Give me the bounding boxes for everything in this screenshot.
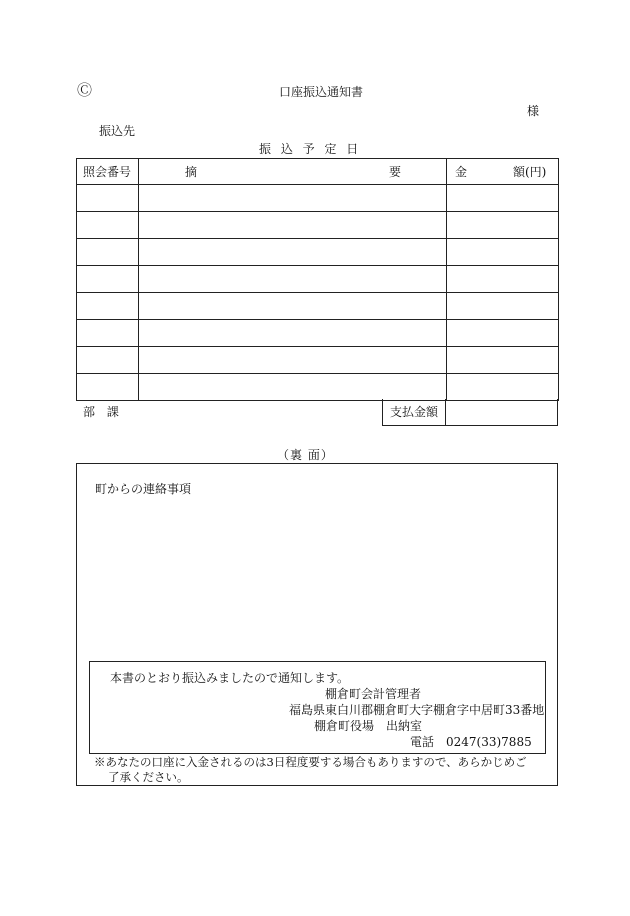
accounting-manager: 棚倉町会計管理者 — [325, 687, 422, 701]
payment-amount-label: 支払金額 — [390, 405, 439, 419]
footnote-line-1: ※あなたの口座に入金されるのは3日程度要する場合もありますので、あらかじめご — [94, 755, 527, 769]
scheduled-date-label: 振 込 予 定 日 — [259, 142, 362, 156]
office-name: 棚倉町役場 出納室 — [314, 719, 423, 733]
header-amount-right: 額(円) — [513, 165, 547, 179]
office-address: 福島県東白川郡棚倉町大字棚倉字中居町33番地 — [289, 703, 545, 717]
office-phone: 電話 0247(33)7885 — [410, 735, 532, 749]
table-row — [77, 293, 559, 320]
header-reference-number: 照会番号 — [77, 159, 139, 185]
table-row — [77, 347, 559, 374]
header-amount — [447, 159, 559, 185]
header-description — [139, 159, 447, 185]
notification-box — [89, 661, 546, 754]
copyright-mark: Ⓒ — [77, 81, 93, 99]
notification-message: 本書のとおり振込みましたので通知します。 — [110, 671, 350, 685]
department-label: 部 課 — [83, 405, 119, 419]
table-header-row — [77, 159, 559, 185]
back-side-label: （裏 面） — [277, 448, 334, 462]
document-title: 口座振込通知書 — [279, 85, 364, 99]
header-description-left: 摘 — [185, 165, 198, 179]
transfer-table — [76, 158, 559, 401]
table-row — [77, 374, 559, 401]
payment-amount-box — [382, 399, 558, 426]
header-amount-left: 金 — [455, 165, 468, 179]
honorific-label: 様 — [527, 104, 540, 118]
notice-heading: 町からの連絡事項 — [95, 482, 192, 496]
payee-label: 振込先 — [99, 124, 136, 138]
table-row — [77, 212, 559, 239]
table-row — [77, 185, 559, 212]
table-row — [77, 266, 559, 293]
header-description-right: 要 — [389, 165, 402, 179]
table-row — [77, 320, 559, 347]
footnote-line-2: 了承ください。 — [108, 770, 189, 784]
table-row — [77, 239, 559, 266]
